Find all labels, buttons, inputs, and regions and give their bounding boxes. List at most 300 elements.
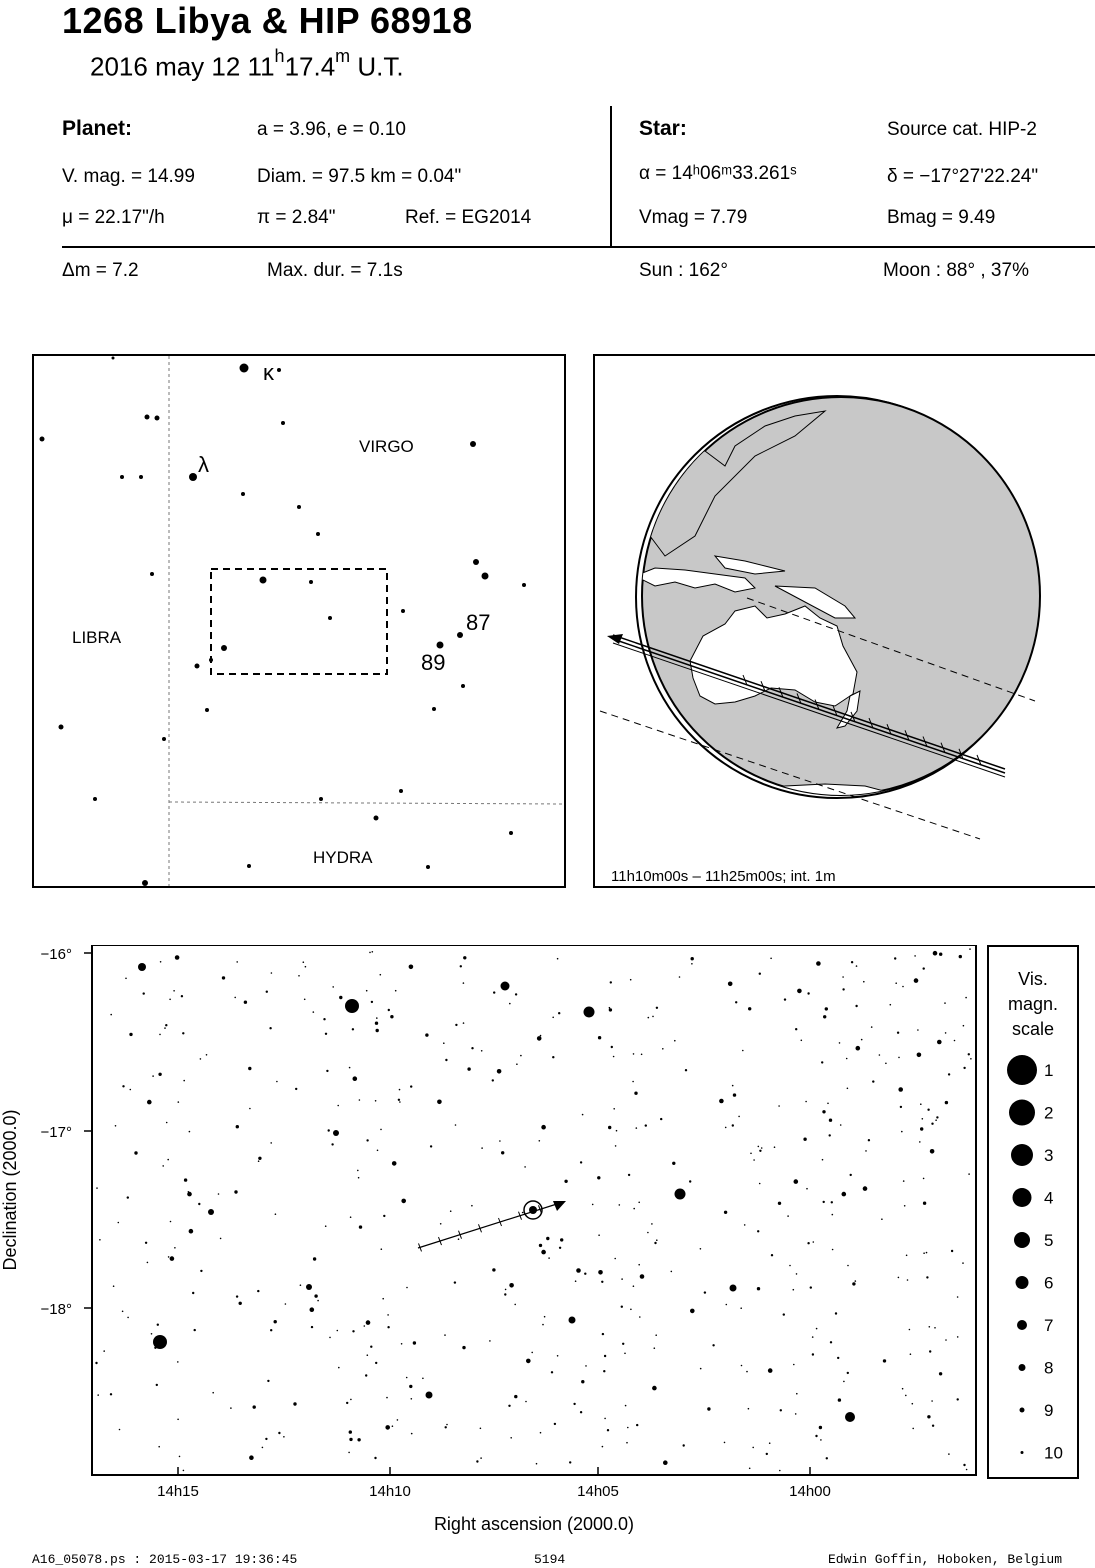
- field-star: [855, 1280, 857, 1282]
- field-star: [295, 1088, 297, 1090]
- field-star: [934, 1327, 936, 1329]
- star-declination: δ = −17°27'22.24": [887, 166, 1039, 187]
- field-star: [152, 1075, 154, 1077]
- bright-star: [675, 1189, 686, 1200]
- field-star: [968, 1173, 970, 1175]
- field-star: [158, 1073, 161, 1076]
- field-star: [842, 988, 844, 990]
- field-star: [369, 952, 371, 954]
- event-datetime: 2016 may 12 11$^h$17.4$^m$ U.T.: [90, 46, 404, 82]
- field-star: [837, 1357, 839, 1359]
- field-star: [267, 1380, 269, 1382]
- field-star: [830, 1341, 832, 1343]
- field-star: [151, 1333, 153, 1335]
- legend-magnitude-label: 4: [1044, 1188, 1054, 1208]
- field-star: [903, 1180, 905, 1182]
- map-star: [189, 473, 197, 481]
- field-star: [598, 1234, 600, 1236]
- field-star: [712, 1344, 714, 1346]
- field-star: [840, 1124, 842, 1126]
- field-star: [446, 1424, 448, 1426]
- field-star: [905, 1395, 907, 1397]
- field-star: [926, 1276, 928, 1278]
- map-star: [297, 505, 301, 509]
- field-star: [410, 1085, 412, 1087]
- field-star: [604, 1418, 606, 1420]
- info-divider: [610, 106, 612, 247]
- field-star: [898, 1087, 903, 1092]
- field-star: [283, 1436, 285, 1438]
- field-star: [359, 1225, 362, 1228]
- field-star: [778, 1202, 781, 1205]
- field-star: [349, 1067, 351, 1069]
- field-star: [829, 1119, 832, 1122]
- legend-magnitude-label: 3: [1044, 1146, 1054, 1165]
- field-star: [125, 978, 127, 980]
- map-star: [40, 437, 45, 442]
- field-star: [266, 991, 268, 993]
- boundary-line: [169, 802, 564, 804]
- bright-star: [138, 963, 146, 971]
- field-star: [383, 1215, 385, 1217]
- map-star: [139, 475, 143, 479]
- field-star: [931, 1400, 933, 1402]
- map-star: [522, 583, 526, 587]
- field-star: [540, 1035, 542, 1037]
- field-star: [398, 1099, 400, 1101]
- field-star: [97, 1394, 99, 1396]
- field-star: [437, 1100, 442, 1105]
- field-star: [298, 975, 300, 977]
- field-star: [813, 1241, 815, 1243]
- field-star: [168, 1256, 170, 1258]
- field-star: [462, 1346, 465, 1349]
- field-star: [932, 1425, 934, 1427]
- field-star: [724, 1211, 727, 1214]
- field-star: [170, 1221, 172, 1223]
- field-star: [795, 1413, 797, 1415]
- field-star: [581, 1380, 584, 1383]
- field-star: [542, 1324, 544, 1326]
- bright-star: [333, 1130, 339, 1136]
- field-star: [548, 1257, 550, 1259]
- field-star: [906, 1255, 908, 1257]
- bright-star: [208, 1209, 214, 1215]
- map-star: [241, 492, 245, 496]
- constellation-libra: LIBRA: [72, 628, 122, 647]
- field-star: [740, 1307, 742, 1309]
- field-star: [367, 1354, 369, 1356]
- field-star: [636, 1127, 638, 1129]
- delta-magnitude: Δm = 7.2: [62, 260, 139, 281]
- field-star: [189, 1131, 191, 1133]
- field-star: [358, 1177, 360, 1179]
- map-star: [260, 577, 267, 584]
- field-star: [510, 1437, 512, 1439]
- field-star: [352, 1028, 354, 1030]
- field-star: [375, 1022, 378, 1025]
- field-star: [445, 1426, 447, 1428]
- map-star: [461, 684, 465, 688]
- field-star: [639, 1316, 641, 1318]
- field-star: [145, 1242, 147, 1244]
- field-star: [945, 1339, 947, 1341]
- field-star: [691, 957, 694, 960]
- field-star: [206, 1054, 208, 1056]
- field-star: [923, 1178, 925, 1180]
- field-star: [162, 1165, 164, 1167]
- field-star: [380, 974, 382, 976]
- max-duration: Max. dur. = 7.1s: [267, 260, 403, 281]
- field-star: [753, 1159, 755, 1161]
- field-star: [460, 965, 462, 967]
- field-star: [119, 1429, 121, 1431]
- y-axis-label: Declination (2000.0): [0, 1109, 20, 1271]
- star-label-kappa: κ: [263, 360, 274, 385]
- field-star: [539, 1140, 541, 1142]
- field-star: [430, 1145, 432, 1147]
- field-star: [641, 1054, 643, 1056]
- map-star: [205, 708, 209, 712]
- field-star: [257, 1290, 259, 1292]
- field-star: [948, 1073, 950, 1075]
- field-star: [331, 1143, 333, 1145]
- field-star: [303, 961, 305, 963]
- field-star: [381, 1248, 383, 1250]
- field-star: [584, 1273, 586, 1275]
- field-star: [366, 990, 368, 992]
- field-star: [757, 1230, 759, 1232]
- field-star: [249, 1108, 251, 1110]
- field-star: [546, 1237, 549, 1240]
- field-star: [192, 1292, 194, 1294]
- field-star: [200, 1270, 202, 1272]
- field-star: [575, 1280, 577, 1282]
- field-star: [480, 1457, 482, 1459]
- globe-map: [593, 354, 1095, 888]
- magnitude-legend-svg: [989, 947, 1077, 1477]
- map-star: [309, 580, 313, 584]
- field-star: [450, 1210, 452, 1212]
- field-star: [147, 1100, 152, 1105]
- magnitude-legend: [987, 945, 1079, 1479]
- field-star: [898, 1057, 900, 1059]
- field-star: [842, 976, 844, 978]
- field-star: [630, 979, 632, 981]
- field-star: [411, 1398, 413, 1400]
- field-star: [406, 1287, 408, 1289]
- field-star: [674, 1040, 676, 1042]
- field-star: [633, 1208, 635, 1210]
- field-star: [746, 1371, 748, 1373]
- field-star: [738, 1116, 740, 1118]
- field-star: [812, 1336, 814, 1338]
- field-star: [311, 1326, 313, 1328]
- field-star: [742, 1050, 744, 1052]
- field-star: [262, 1447, 264, 1449]
- field-star: [559, 1247, 561, 1249]
- field-star: [122, 1085, 124, 1087]
- field-star: [820, 1439, 822, 1441]
- field-star: [313, 1257, 316, 1260]
- legend-dot: [1014, 1232, 1030, 1248]
- field-star: [789, 1265, 791, 1267]
- legend-magnitude-label: 8: [1044, 1358, 1054, 1378]
- field-star: [99, 1239, 101, 1241]
- bright-star: [345, 999, 359, 1013]
- field-star: [939, 953, 942, 956]
- bright-star: [569, 1317, 576, 1324]
- map-star: [399, 789, 403, 793]
- field-star: [276, 1081, 278, 1083]
- field-star: [656, 1007, 658, 1009]
- field-star: [248, 1067, 251, 1070]
- field-star: [621, 1306, 623, 1308]
- field-star: [236, 1125, 239, 1128]
- field-star: [169, 999, 171, 1001]
- field-star: [409, 1385, 412, 1388]
- map-star: [509, 831, 513, 835]
- field-star: [314, 1294, 317, 1297]
- field-star: [338, 1367, 340, 1369]
- field-star: [931, 1123, 933, 1125]
- field-star: [177, 1361, 179, 1363]
- field-star: [323, 1018, 325, 1020]
- field-star: [927, 1109, 929, 1111]
- legend-magnitude-label: 9: [1044, 1401, 1054, 1420]
- constellation-map-svg: [34, 356, 564, 886]
- field-star: [935, 1119, 937, 1121]
- field-star: [313, 1011, 315, 1013]
- field-star: [537, 1036, 542, 1041]
- field-star: [962, 1262, 964, 1264]
- map-star: [401, 609, 405, 613]
- field-star: [531, 1352, 533, 1354]
- field-star: [310, 1307, 315, 1312]
- field-star: [557, 1355, 559, 1357]
- field-star: [134, 1151, 137, 1154]
- field-star: [401, 1199, 406, 1204]
- page-title: 1268 Libya & HIP 68918: [62, 0, 473, 41]
- field-star: [850, 1174, 852, 1176]
- field-star: [933, 951, 938, 956]
- field-star: [200, 1058, 202, 1060]
- field-star: [493, 991, 495, 993]
- field-star: [648, 1017, 650, 1019]
- field-star: [443, 1042, 445, 1044]
- bright-star: [584, 1007, 595, 1018]
- field-star: [805, 1101, 807, 1103]
- field-star: [305, 966, 307, 968]
- field-star: [842, 1192, 847, 1197]
- field-star: [654, 1242, 656, 1244]
- field-star: [127, 1317, 129, 1319]
- field-star: [750, 1153, 752, 1155]
- field-star: [573, 1403, 575, 1405]
- field-star: [851, 961, 853, 963]
- field-star: [614, 1258, 616, 1260]
- field-star: [616, 1130, 618, 1132]
- field-star: [821, 1061, 823, 1063]
- map-star: [221, 645, 227, 651]
- field-star: [278, 1432, 280, 1434]
- target-star: [529, 1206, 537, 1214]
- star-label-89: 89: [421, 650, 446, 675]
- field-star: [732, 1124, 734, 1126]
- field-star: [628, 1174, 630, 1176]
- field-star: [917, 1053, 922, 1058]
- field-star: [831, 1201, 833, 1203]
- field-star: [127, 1196, 129, 1198]
- field-star: [912, 1428, 914, 1430]
- field-star: [253, 1405, 256, 1408]
- field-star: [930, 1149, 935, 1154]
- planet-reference: Ref. = EG2014: [405, 207, 532, 228]
- field-star: [129, 1033, 132, 1036]
- bright-star: [306, 1284, 312, 1290]
- field-star: [179, 1456, 181, 1458]
- field-star: [524, 1166, 526, 1168]
- field-star: [608, 1126, 611, 1129]
- legend-dot: [1013, 1188, 1032, 1207]
- field-star: [783, 1313, 785, 1315]
- star-vmag: Vmag = 7.79: [639, 207, 748, 228]
- field-star: [894, 957, 896, 959]
- field-star: [759, 1150, 761, 1152]
- map-star: [145, 415, 150, 420]
- field-star: [244, 1001, 247, 1004]
- field-star: [602, 1333, 604, 1335]
- field-star: [471, 1205, 473, 1207]
- map-star: [150, 572, 154, 576]
- field-star: [609, 1008, 612, 1011]
- field-star: [357, 1438, 360, 1441]
- field-star: [508, 1405, 510, 1407]
- field-star: [258, 1160, 260, 1162]
- field-star: [914, 978, 919, 983]
- field-star: [597, 1176, 600, 1179]
- field-star: [780, 1409, 782, 1411]
- field-star: [647, 1232, 649, 1234]
- field-star: [385, 1425, 390, 1430]
- field-star: [212, 1392, 214, 1394]
- field-star: [829, 1134, 831, 1136]
- field-star: [636, 1424, 638, 1426]
- x-tick-label: 14h10: [369, 1483, 411, 1500]
- map-star: [162, 737, 166, 741]
- field-star: [726, 1304, 728, 1306]
- field-star: [454, 1281, 456, 1283]
- field-star: [395, 990, 397, 992]
- field-star: [826, 1457, 828, 1459]
- field-star: [166, 1122, 168, 1124]
- field-star: [969, 948, 971, 950]
- field-star: [954, 1040, 956, 1042]
- field-star: [602, 1446, 604, 1448]
- bright-star: [426, 1392, 433, 1399]
- field-star: [329, 1337, 331, 1339]
- field-star: [560, 1238, 563, 1241]
- field-star: [317, 1300, 319, 1302]
- field-star: [724, 1442, 726, 1444]
- field-star: [365, 1374, 367, 1376]
- field-star: [823, 1015, 826, 1018]
- field-star: [122, 1311, 124, 1313]
- field-star: [467, 1067, 470, 1070]
- star-chart-svg: [0, 945, 980, 1545]
- field-star: [300, 1284, 302, 1286]
- field-star: [471, 1047, 473, 1049]
- map-star: [426, 865, 430, 869]
- legend-magnitude-label: 6: [1044, 1273, 1054, 1293]
- field-star: [401, 1343, 403, 1345]
- field-star: [265, 1438, 267, 1440]
- field-star: [505, 1289, 507, 1291]
- field-star: [748, 1007, 751, 1010]
- field-star: [96, 1187, 98, 1189]
- field-star: [463, 956, 466, 959]
- y-tick-label: −16°: [40, 946, 72, 963]
- field-star: [912, 1403, 914, 1405]
- field-star: [957, 1296, 959, 1298]
- y-tick-label: −18°: [40, 1301, 72, 1318]
- field-star: [895, 982, 897, 984]
- field-star: [770, 958, 772, 960]
- field-star: [748, 1408, 750, 1410]
- field-star: [236, 961, 238, 963]
- field-star: [741, 1365, 743, 1367]
- map-star: [93, 797, 97, 801]
- field-star: [757, 1287, 760, 1290]
- field-star: [733, 1093, 736, 1096]
- field-star: [923, 967, 925, 969]
- map-star: [432, 707, 436, 711]
- field-star: [536, 1463, 538, 1465]
- field-star: [652, 1386, 657, 1391]
- field-star: [725, 1127, 727, 1129]
- field-star: [660, 1118, 662, 1120]
- field-star: [337, 1330, 339, 1332]
- legend-magnitude-label: 5: [1044, 1231, 1054, 1250]
- field-star: [375, 1362, 377, 1364]
- field-star: [557, 958, 559, 960]
- field-star: [655, 1334, 657, 1336]
- planet-vmag: V. mag. = 14.99: [62, 166, 195, 187]
- field-star: [504, 1293, 506, 1295]
- constellation-map: [32, 354, 566, 888]
- field-star: [569, 1461, 571, 1463]
- field-star: [143, 992, 145, 994]
- field-star: [663, 1460, 668, 1465]
- map-star: [277, 368, 281, 372]
- field-star: [480, 1428, 482, 1430]
- map-star: [374, 816, 379, 821]
- field-star: [184, 1178, 187, 1181]
- field-star: [633, 1053, 635, 1055]
- field-star: [929, 1350, 931, 1352]
- field-star: [110, 1014, 112, 1016]
- field-star: [164, 1027, 166, 1029]
- field-star: [690, 1309, 695, 1314]
- field-star: [509, 1003, 511, 1005]
- field-star: [380, 1129, 382, 1131]
- field-star: [784, 998, 786, 1000]
- field-star: [879, 1054, 881, 1056]
- field-star: [654, 1347, 656, 1349]
- field-star: [182, 1032, 184, 1034]
- field-star: [652, 1016, 654, 1018]
- field-star: [897, 1032, 899, 1034]
